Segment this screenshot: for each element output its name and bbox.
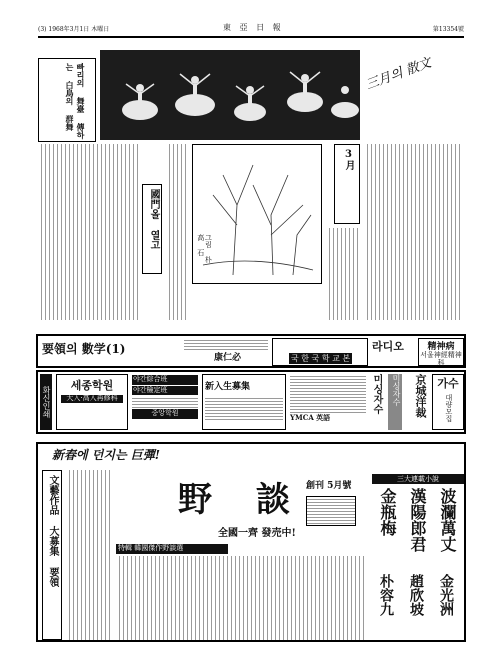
- sketch-frame: [192, 144, 322, 284]
- sewing-ad: 미싱자수: [371, 374, 382, 414]
- masthead-bar: [38, 20, 464, 38]
- sketch-caption: 그림 朴 高 石: [196, 234, 213, 263]
- tree-sketch-image: [193, 145, 321, 283]
- singer-title: 가수: [437, 377, 459, 390]
- headline-box: [38, 58, 96, 142]
- math-book-info: [184, 338, 268, 366]
- textbook-title: 국 한 국 학 교 본: [291, 354, 351, 363]
- author-1: 朴容九: [378, 574, 394, 616]
- math-author: 康仁必: [214, 353, 242, 363]
- sejong-title: 세종학원: [70, 379, 114, 392]
- essay-text-right: [364, 144, 462, 320]
- essay-title-box: [142, 184, 162, 274]
- contents-list: [116, 556, 366, 640]
- cursive-title: 三月의 散文: [363, 55, 434, 94]
- author-3: 金光洲: [438, 574, 454, 616]
- contents-title: 特輯 韓國傑作野談選: [116, 544, 228, 554]
- magazine-logo: 野 談: [178, 480, 306, 520]
- novel-3: 波瀾萬丈: [438, 488, 457, 552]
- feature-section: [30, 44, 470, 326]
- novel-2: 漢陽郎君: [408, 488, 427, 552]
- printing-ad: 화신인쇄: [40, 374, 52, 430]
- academy-3: 중앙학원: [132, 409, 198, 419]
- release-notice: 全國一齊 發売中!: [218, 528, 296, 539]
- ballet-dancers-image: [100, 50, 360, 140]
- essay-text-sub: [326, 228, 360, 320]
- magazine-ad: [36, 442, 466, 642]
- recruit-ad: [202, 374, 286, 430]
- essay-text-left: [38, 144, 138, 320]
- issue-date: (3) 1968年3月1日 木曜日: [38, 26, 110, 33]
- radio-title: 라디오: [372, 340, 404, 353]
- submission-rules: [66, 470, 112, 640]
- psych-sub: 서울神經精神科: [420, 351, 462, 367]
- ymca-ad: [290, 374, 366, 430]
- sejong-ad: [56, 374, 128, 430]
- academy-1: 야간綜合班: [132, 375, 198, 385]
- sejong-sub: 大入·高入再修科: [61, 395, 123, 403]
- machine-ad: 미싱자수: [388, 374, 402, 430]
- academy-text: [132, 396, 198, 408]
- academy-ad: [132, 374, 198, 430]
- newspaper-name: 東 亞 日 報: [223, 23, 284, 32]
- submission-box: [42, 470, 62, 640]
- issue-number: 第13354號: [432, 26, 464, 33]
- magazine-info-text: [307, 497, 355, 525]
- academy-2: 야간檢定班: [132, 386, 198, 396]
- radio-ad: [372, 338, 416, 366]
- ad-row-1: [36, 334, 466, 368]
- march-box: [334, 144, 360, 224]
- ballet-photo: [100, 50, 360, 140]
- singer-sub: 대량모집: [444, 394, 453, 422]
- ymca-title: YMCA 英語: [290, 413, 331, 422]
- magazine-info: [306, 496, 356, 526]
- novel-1: 金瓶梅: [378, 488, 397, 536]
- ad-row-2: [36, 370, 466, 434]
- ymca-text: [290, 374, 366, 414]
- psych-title: 精神病: [427, 342, 455, 352]
- feature-headline: 빠리의 舞臺 傳하는 白鳥의 群舞: [65, 63, 86, 139]
- author-2: 趙欣坡: [408, 574, 424, 616]
- singer-ad: [432, 374, 464, 430]
- march-title: 3月: [343, 149, 354, 170]
- issue-label: 創刊 5月號: [306, 481, 352, 491]
- kyungseong-ad: 京城洋裁: [414, 374, 427, 418]
- math-book-desc: [184, 338, 268, 350]
- essay-text-mid: [166, 144, 188, 320]
- psych-ad: [418, 338, 464, 366]
- serial-title: 三大連載小說: [372, 474, 464, 484]
- textbook-ad: [272, 338, 368, 366]
- submission-title: 文藝作品 大募集 要領: [47, 475, 58, 587]
- math-book-title: 要領의 數学(1): [42, 342, 126, 356]
- recruit-title: 新入生募集: [205, 382, 251, 392]
- essay-title: 國門올 열고: [148, 189, 159, 250]
- recruit-text: [205, 396, 283, 420]
- ad-banner: 新春에 던지는 巨彈!: [52, 448, 160, 462]
